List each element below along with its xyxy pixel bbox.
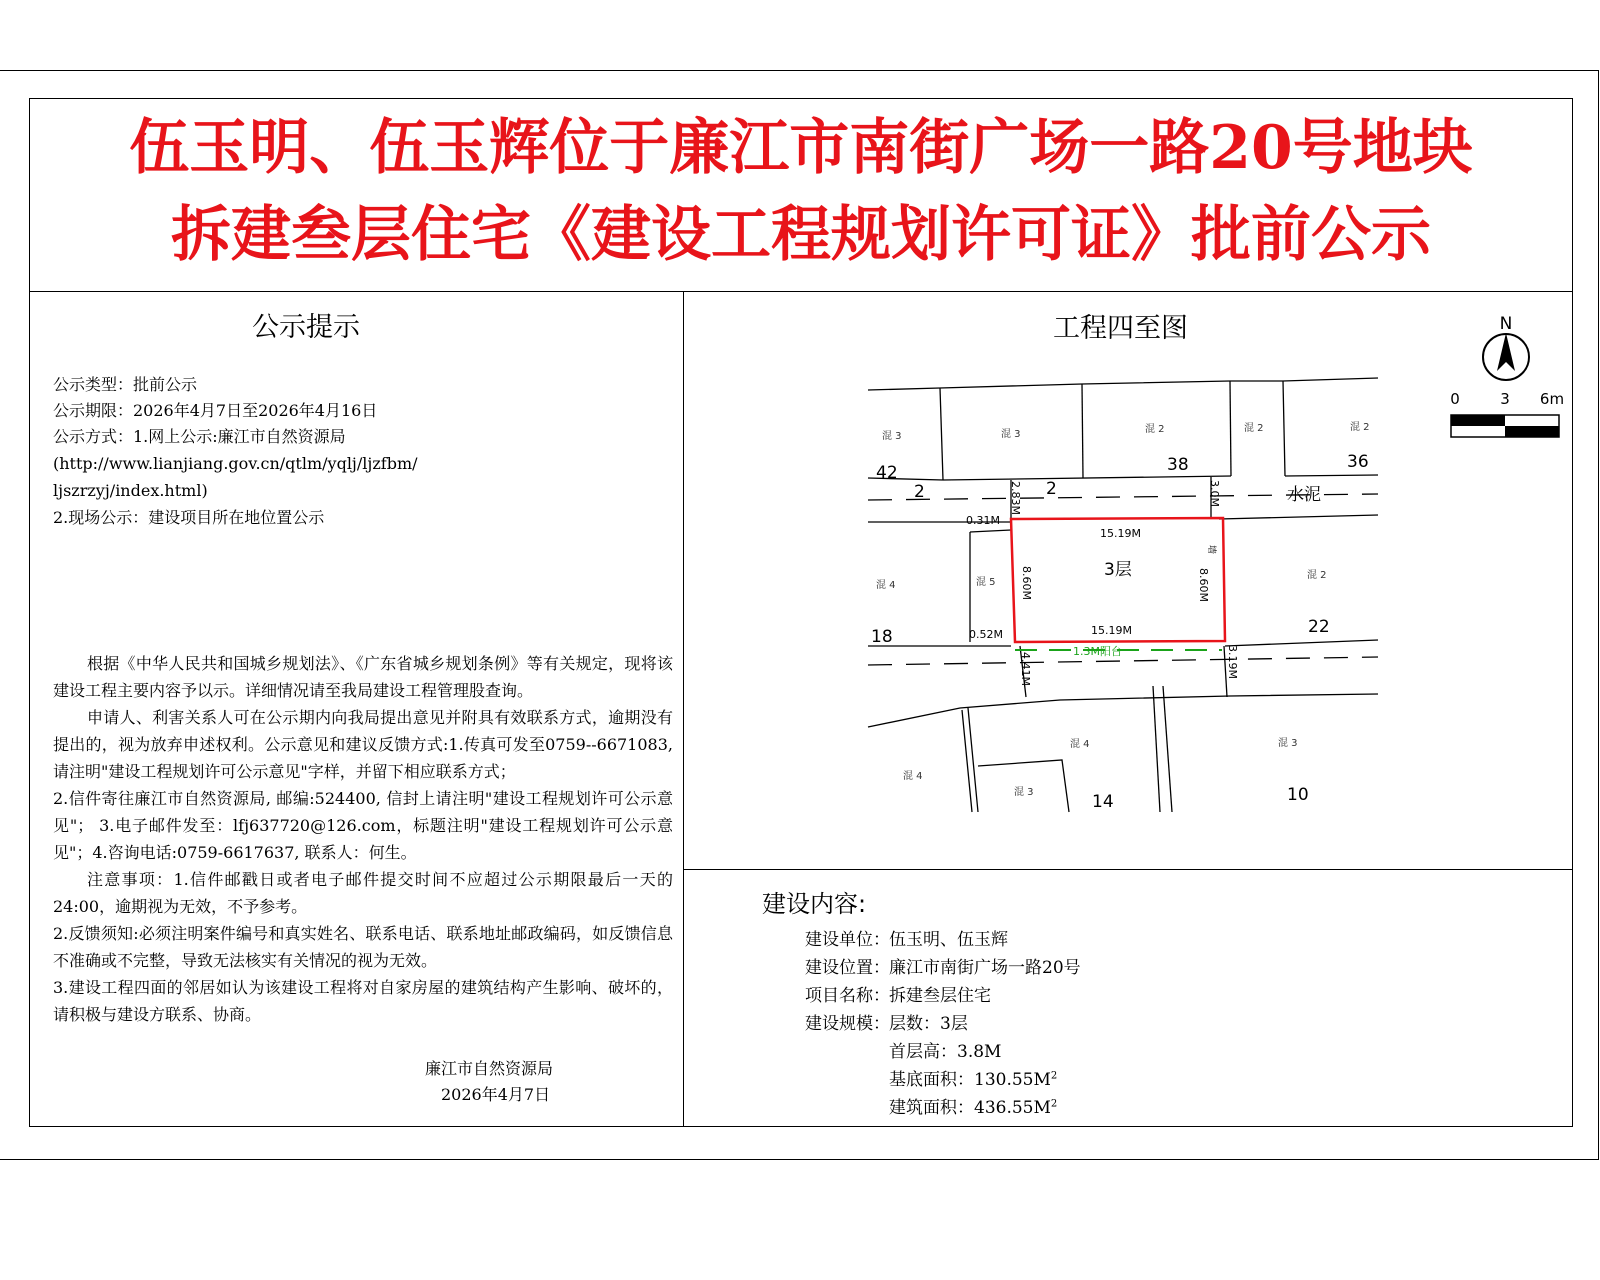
map-label-hun3-b: 混 3 xyxy=(1001,429,1021,440)
map-number-38: 38 xyxy=(1167,455,1189,475)
map-heading: 工程四至图 xyxy=(1053,313,1188,344)
map-road-label: 水泥 xyxy=(1287,485,1321,505)
map-dim-052: 0.52M xyxy=(969,628,1003,641)
notice-paragraph-1: 根据《中华人民共和国城乡规划法》、《广东省城乡规划条例》等有关规定，现将该建设工程主要内容予以示。详细情况请至我局建设工程管理股查询。 xyxy=(53,654,673,700)
notice-url-line-1[interactable]: (http://www.lianjiang.gov.cn/qtlm/yqlj/ljzfbm/ xyxy=(53,454,418,473)
map-dim-bottom: 15.19M xyxy=(1091,624,1132,637)
notice-paragraph-6: 3.建设工程四面的邻居如认为该建设工程将对自家房屋的建筑结构产生影响、破坏的，请积极与建设方联系、协商。 xyxy=(53,978,673,1024)
notice-type: 公示类型：批前公示 xyxy=(53,375,198,394)
map-number-14: 14 xyxy=(1092,792,1114,812)
notice-paragraph-5: 2.反馈须知:必须注明案件编号和真实姓名、联系电话、联系地址邮政编码，如反馈信息不准确或不完整，导致无法核实有关情况的视为无效。 xyxy=(53,924,673,970)
map-dim-top: 15.19M xyxy=(1100,527,1141,540)
construction-value-location: 廉江市南街广场一路20号 xyxy=(889,958,1081,978)
construction-value-project: 拆建叁层住宅 xyxy=(889,986,991,1006)
map-number-18: 18 xyxy=(871,627,893,647)
scale-bar xyxy=(1451,415,1559,437)
construction-row-6 xyxy=(889,1065,1057,1090)
construction-label-scale: 建设规模： xyxy=(805,1014,890,1034)
construction-value-height: 首层高：3.8M xyxy=(889,1042,1002,1062)
map-number-2-b: 2 xyxy=(1046,479,1057,499)
construction-row-3 xyxy=(805,981,991,1006)
map-balcony-label: 1.3M阳台 xyxy=(1073,645,1122,658)
notice-heading: 公示提示 xyxy=(252,312,360,343)
construction-row-5 xyxy=(889,1037,1001,1062)
map-dim-283: 2.83M xyxy=(1009,481,1022,515)
map-label-hun3-a: 混 3 xyxy=(882,431,902,442)
signer: 廉江市自然资源局 xyxy=(425,1059,554,1078)
map-dim-441: 4.41M xyxy=(1019,652,1032,686)
construction-value-floor-area: 建筑面积：436.55M xyxy=(889,1098,1051,1118)
map-label-hun4-a: 混 4 xyxy=(876,580,896,591)
map-number-10: 10 xyxy=(1287,785,1309,805)
map-label-hun5: 混 5 xyxy=(976,577,996,588)
construction-label-unit: 建设单位： xyxy=(805,930,890,950)
construction-row-2 xyxy=(805,953,1081,978)
north-label: N xyxy=(1499,314,1513,334)
sign-date: 2026年4月7日 xyxy=(441,1085,551,1104)
map-label-hun2-a: 混 2 xyxy=(1145,424,1165,435)
notice-paragraph-2: 申请人、利害关系人可在公示期内向我局提出意见并附具有效联系方式，逾期没有提出的，视为放弃申述权利。公示意见和建议反馈方式:1.传真可发至0759--6671083, 请注明"建设工程规划许可公示意见"字样，并留下相应联系方式； xyxy=(53,708,673,781)
map-linework xyxy=(868,378,1378,812)
construction-label-project: 项目名称： xyxy=(805,986,890,1006)
title-line-2: 拆建叁层住宅《建设工程规划许可证》批前公示 xyxy=(171,200,1431,270)
notice-url-line-2[interactable]: ljszrzyj/index.html) xyxy=(53,481,208,500)
notice-paragraph-4: 注意事项：1.信件邮戳日或者电子邮件提交时间不应超过公示期限最后一天的24:00，逾期视为无效，不予参考。 xyxy=(53,870,673,916)
map-label-hun4-b: 混 4 xyxy=(1070,739,1090,750)
map-dim-right: 8.60M xyxy=(1197,568,1210,602)
notice-onsite: 2.现场公示：建设项目所在地位置公示 xyxy=(53,508,325,527)
map-wall-label: 墙 xyxy=(1206,545,1216,555)
map-dim-30: 3.0M xyxy=(1208,480,1221,507)
north-arrow-icon xyxy=(1483,333,1529,380)
notice-period: 公示期限：2026年4月7日至2026年4月16日 xyxy=(53,401,378,420)
title-line-1: 伍玉明、伍玉辉位于廉江市南街广场一路20号地块 xyxy=(129,113,1473,183)
map-floors-label: 3层 xyxy=(1104,560,1132,580)
scale-label-6m: 6m xyxy=(1539,390,1565,408)
construction-value-unit: 伍玉明、伍玉辉 xyxy=(889,930,1008,950)
construction-value-base-area: 基底面积：130.55M xyxy=(889,1070,1051,1090)
map-dim-319: 3.19M xyxy=(1226,645,1239,679)
map-label-hun4-c: 混 4 xyxy=(903,771,923,782)
map-label-hun3-c: 混 3 xyxy=(1278,738,1298,749)
scale-label-0: 0 xyxy=(1450,390,1460,408)
map-dim-031: 0.31M xyxy=(966,514,1000,527)
notice-paragraph-3: 2.信件寄往廉江市自然资源局, 邮编:524400, 信封上请注明"建设工程规划许可公示意见"； 3.电子邮件发至：lfj637720@126.com，标题注明"建设工程规划许可公示意见"；4.咨询电话:0759-6617637, 联系人：何生。 xyxy=(53,789,673,862)
map-number-36: 36 xyxy=(1347,452,1369,472)
construction-heading: 建设内容: xyxy=(762,890,867,918)
sq-superscript-1: 2 xyxy=(1050,1070,1058,1082)
scale-label-3: 3 xyxy=(1500,390,1510,408)
construction-row-4 xyxy=(805,1009,968,1034)
notice-method: 公示方式：1.网上公示:廉江市自然资源局 xyxy=(53,427,346,446)
map-label-hun2-d: 混 2 xyxy=(1307,570,1327,581)
construction-row-1 xyxy=(805,925,1008,950)
map-dim-left: 8.60M xyxy=(1020,566,1033,600)
construction-label-location: 建设位置： xyxy=(805,958,890,978)
map-number-22: 22 xyxy=(1308,617,1330,637)
construction-value-floors: 层数：3层 xyxy=(889,1014,968,1034)
sq-superscript-2: 2 xyxy=(1050,1098,1058,1110)
map-number-42: 42 xyxy=(876,463,898,483)
map-label-hun2-c: 混 2 xyxy=(1350,422,1370,433)
construction-row-7 xyxy=(889,1093,1057,1118)
map-label-hun3-d: 混 3 xyxy=(1014,787,1034,798)
map-label-hun2-b: 混 2 xyxy=(1244,423,1264,434)
map-number-2-a: 2 xyxy=(914,482,925,502)
